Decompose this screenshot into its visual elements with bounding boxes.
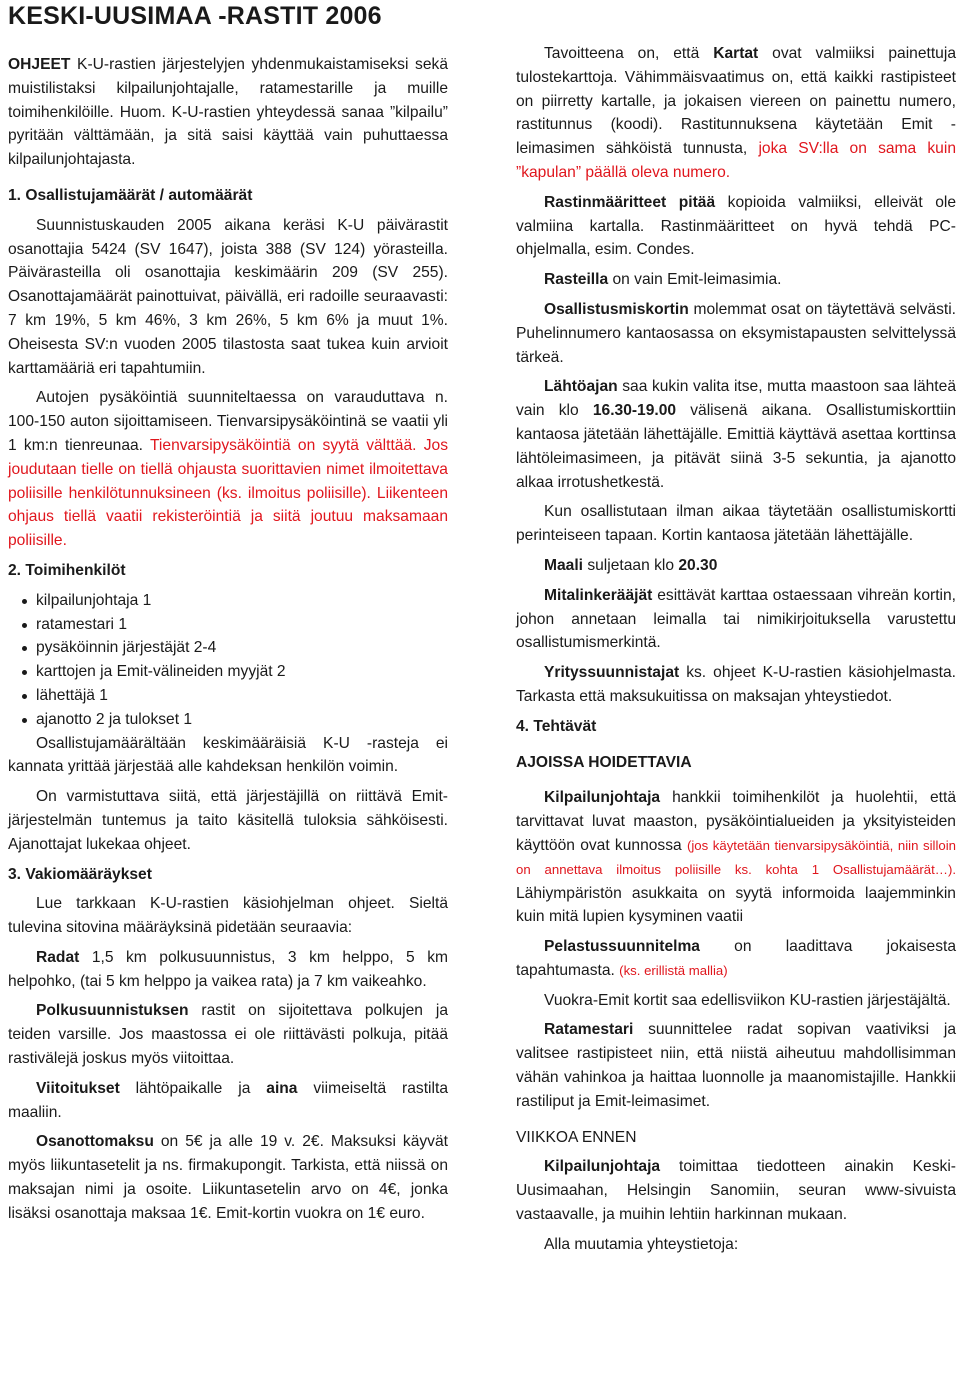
k1-note: (jos käytetään tienvarsipysäköintiä, niin silloin on annettava ilmoitus poliisille ks. kohta 1 Osallistujamäärät…). — [516, 837, 956, 877]
osan-label: Osanottomaksu — [36, 1133, 154, 1151]
r-yrityssuunnistajat — [516, 661, 956, 709]
r-maali — [516, 554, 956, 578]
r-rasteilla — [516, 268, 956, 292]
polku-label: Polkusuunnistuksen — [36, 1002, 189, 1020]
r3-text: on vain Emit-leimasimia. — [608, 271, 782, 289]
page-title: KESKI-UUSIMAA -RASTIT 2006 — [8, 2, 382, 30]
s1-paragraph-1: Suunnistuskauden 2005 aikana keräsi K-U päivärastit osanottajia 5424 (SV 1647), joista 388 (SV 124) yörasteilla. Päivärasteilla oli osanottajia keskimäärin 209 (SV 255). Osanottajamäärät painottuivat, päivällä, eri radoille seuraavasti: 7 km 19%, 5 km 46%, 3 km 26%, 5 km 6% ja muut 1%. Oheisesta SV:n vuoden 2005 tilastosta saat tukea kuin arvioit karttamääriä eri tapahtumiin. — [8, 216, 448, 377]
s1-p2-text: Autojen pysäköintiä suunniteltaessa on varauduttava n. 100-150 auton sijoittamiseen. Tienvarsipysäköintinä se vaatii yli 1 km:n tienreunaa. — [8, 389, 448, 454]
k1-text-1: hankkii toimihenkilöt ja huolehtii, että tarvittavat luvat maaston, pysäköintialueiden ja yksityisteiden käyttöön ovat kunnossa — [516, 789, 956, 854]
polku-text: rastit on sijoitettava polkujen ja teiden varsille. Jos maastossa ei ole riittävästi polkuja, pitää rastivälejä joskus myös viitoittaa. — [8, 1002, 448, 1068]
r7-text: suljetaan klo — [583, 556, 679, 574]
left-column — [8, 0, 448, 1232]
s2-paragraph-2: On varmistuttava siitä, että järjestäjillä on riittävä Emit-järjestelmän tuntemus ja taito käsitellä tuloksia sähköisesti. Ajanottajat lukekaa ohjeet. — [8, 788, 448, 853]
r7-label: Maali — [544, 556, 583, 574]
s1-paragraph-2 — [8, 386, 448, 553]
k1-text-2: Lähiympäristön asukkaita on syytä informoida laajemminkin kuin mitä lupien kysyminen vaatii — [516, 884, 956, 926]
r1-note: joka SV:lla on sama kuin ”kapulan” päällä oleva numero. — [516, 140, 956, 181]
list-item: lähettäjä 1 — [22, 684, 448, 708]
k2-note: (ks. erillistä mallia) — [619, 962, 728, 978]
k-kilpailunjohtaja — [516, 786, 956, 929]
radat-label: Radat — [36, 948, 80, 966]
r7-time: 20.30 — [678, 556, 718, 574]
list-item: pysäköinnin järjestäjät 2-4 — [22, 636, 448, 660]
s3-paragraph-1: Lue tarkkaan K-U-rastien käsiohjelman ohjeet. Sieltä tulevina sitovina määräyksinä pidetään seuraavia: — [8, 895, 448, 937]
s3-polku — [8, 999, 448, 1070]
r9-label: Yrityssuunnistajat — [544, 664, 680, 682]
s3-viitoitukset — [8, 1077, 448, 1125]
s3-osanottomaksu — [8, 1130, 448, 1225]
r3-label: Rasteilla — [544, 271, 609, 289]
r5-text-2: välisenä aikana. Osallistumiskorttiin kantaosa jätetään lähettäjälle. Emittiä käyttävä asettaa korttinsa lähtöleimasimeen, ja pitävät siinä 3-5 sekuntia, ja ajanotto alkaa irrotushetkestä. — [516, 402, 956, 491]
v-yhteystiedot: Alla muutamia yhteystietoja: — [544, 1235, 739, 1253]
roles-list — [8, 589, 448, 732]
k-ratamestari — [516, 1018, 956, 1113]
viikkoa-heading: VIIKKOA ENNEN — [516, 1128, 637, 1146]
list-item: kilpailunjohtaja 1 — [22, 589, 448, 613]
v-kilpailunjohtaja — [516, 1155, 956, 1226]
r1-kartat: Kartat — [713, 45, 759, 62]
list-item: karttojen ja Emit-välineiden myyjät 2 — [22, 660, 448, 684]
r8-text: esittävät karttaa ostaessaan vihreän kortin, johon annetaan leimalla tai nimikirjoituksella varustettu osallistumismerkintä. — [516, 586, 956, 652]
ajoissa-heading: AJOISSA HOIDETTAVIA — [516, 753, 692, 771]
intro-paragraph — [8, 53, 448, 172]
r1-text-2: ovat valmiiksi painettuja tulostekarttoja. Vähimmäisvaatimus on, että kaikki rastipisteet on piirretty kartalle, ja jokaisen viereen on painettu numero, rastitunnus (koodi). Rastitunnuksena käytetään Emit -leimasimen sähköistä tunnusta, — [516, 45, 956, 158]
s3-radat — [8, 946, 448, 994]
k-vuokra-emit: Vuokra-Emit kortit saa edellisviikon KU-rastien järjestäjältä. — [544, 991, 951, 1009]
radat-text: 1,5 km polkusuunnistus, 3 km helppo, 5 km helpohko, (tai 5 km helppo ja vaikea rata) ja 7 km vaikeahko. — [8, 948, 448, 990]
r5-text-1: saa kukin valita itse, mutta maastoon saa lähteä vain klo — [516, 378, 956, 420]
k4-label: Ratamestari — [544, 1021, 634, 1039]
r5-label: Lähtöajan — [544, 378, 618, 396]
k-pelastussuunnitelma — [516, 935, 956, 983]
s2-paragraph-1: Osallistujamäärältään keskimääräisiä K-U -rasteja ei kannata yrittää järjestää alle kahdeksan henkilön voimin. — [8, 734, 448, 776]
intro-lead: OHJEET — [8, 56, 71, 73]
right-column — [516, 0, 956, 1263]
r-ilman-aikaa: Kun osallistutaan ilman aikaa täytetään osallistumiskortti perinteiseen tapaan. Kortin kantaosa jätetään lähettäjälle. — [516, 503, 956, 545]
r9-text: ks. ohjeet K-U-rastien käsiohjelmasta. Tarkasta että maksukuitissa on maksajan yhteystiedot. — [516, 664, 956, 705]
list-item: ajanotto 2 ja tulokset 1 — [22, 708, 448, 732]
v1-label: Kilpailunjohtaja — [544, 1158, 661, 1176]
osan-text: on 5€ ja alle 19 v. 2€. Maksuksi käyvät myös liikuntasetelit ja ns. firmakupongit. Tarkista, että niissä on maksajan nimi ja osoite. Liikuntasetelin arvo on 4€, jonka lisäksi osanottaja maksaa 1€. Emit-kortin vuokra on 1€ euro. — [8, 1133, 448, 1222]
r4-label: Osallistusmiskortin — [544, 300, 689, 318]
k2-label: Pelastussuunnitelma — [544, 938, 700, 956]
section-4-heading: 4. Tehtävät — [516, 717, 597, 735]
intro-text: K-U-rastien järjestelyjen yhdenmukaistamiseksi sekä muistilistaksi kilpailunjohtajalle, ratamestarille ja muille toimihenkilöille. Huom. K-U-rastien yhteydessä sanaa ”kilpailu” pyritään välttämään, ja sitä saisi käyttää vain puhuttaessa kilpailunjohtajasta. — [8, 56, 448, 169]
section-2-heading: 2. Toimihenkilöt — [8, 561, 126, 579]
viit-text-2: viimeiseltä rastilta maaliin. — [8, 1079, 448, 1121]
k2-text: on laadittava jokaisesta tapahtumasta. — [516, 938, 956, 979]
r2-text: kopioida valmiiksi, elleivät ole valmiina kartalla. Rastinmääritteet on hyvä tehdä PC-ohjelmalla, esim. Condes. — [516, 193, 957, 259]
list-item: ratamestari 1 — [22, 613, 448, 637]
k1-label: Kilpailunjohtaja — [544, 789, 661, 807]
r-mitalinkeraajat — [516, 584, 956, 655]
k4-text: suunnittelee radat sopivan vaativiksi ja valitsee rastipisteet niin, että niistä aiheutuu mahdollisimman vähän vahinkoa ja haittaa luonnolle ja maanomistajille. Hankkii rastiliput ja Emit-leimasimet. — [516, 1021, 956, 1110]
r-osallistusmiskortti — [516, 298, 956, 369]
viit-aina: aina — [266, 1079, 298, 1097]
r4-text: molemmat osat on täytettävä selvästi. Puhelinnumero kantaosassa on eksymistapausten selvittelyssä tärkeä. — [516, 300, 956, 366]
r-lahtoaika — [516, 375, 956, 494]
viit-text-1: lähtöpaikalle ja — [119, 1079, 267, 1097]
r-rastinmaaritteet — [516, 191, 956, 262]
viit-label: Viitoitukset — [36, 1079, 120, 1097]
s1-p2-warning: Tienvarsipysäköintiä on syytä välttää. Jos joudutaan tielle on tiellä ohjausta suorittavien nimet ilmoitettava poliisille henkilötunnuksineen (ks. ilmoitus poliisille). Liikenteen ohjaus tiellä vaatii rekisteröintiä ja siitä joutuu maksamaan poliisille. — [8, 436, 448, 550]
r1-text-1: Tavoitteena on, että — [544, 45, 714, 62]
section-1-heading: 1. Osallistujamäärät / automäärät — [8, 186, 253, 204]
r-kartat — [516, 42, 956, 185]
v1-text: toimittaa tiedotteen ainakin Keski-Uusimaahan, Helsingin Sanomiin, seuran www-sivuista vastaavalle, ja muihin lehtiin harkinnan mukaan. — [516, 1158, 956, 1224]
r8-label: Mitalinkerääjät — [544, 586, 653, 604]
r2-label: Rastinmääritteet pitää — [544, 193, 716, 211]
r5-time: 16.30-19.00 — [592, 402, 677, 420]
section-3-heading: 3. Vakiomääräykset — [8, 865, 152, 883]
